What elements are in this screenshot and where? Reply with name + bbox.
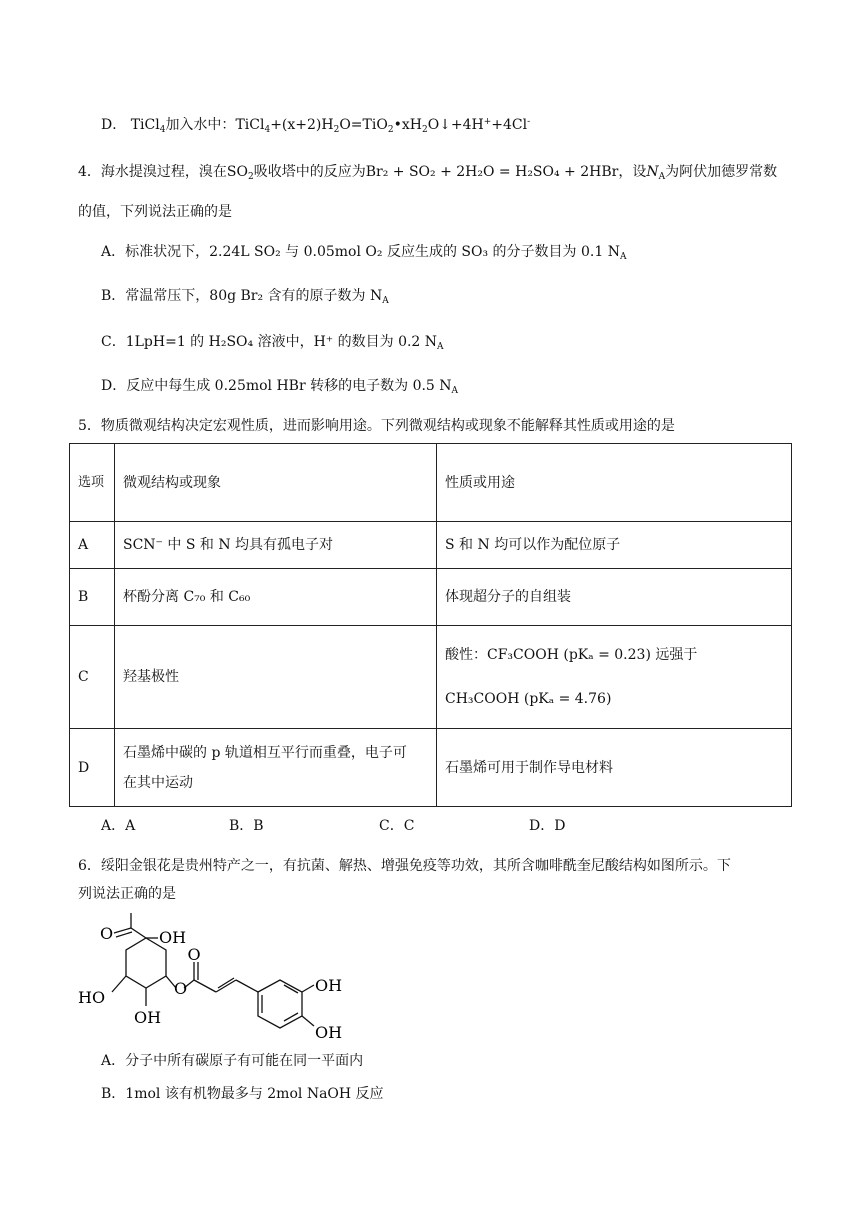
- row-use-line2: CH₃COOH (pKₐ = 4.76): [445, 691, 612, 707]
- row-use: S 和 N 均可以作为配位原子: [437, 522, 792, 569]
- q5-stem: 5．物质微观结构决定宏观性质，进而影响用途。下列微观结构或现象不能解释其性质或用途的是: [78, 418, 675, 434]
- q4-stem-line1: 4．海水提溴过程，溴在$SO_2$吸收塔中的反应为Br₂ + SO₂ + 2H₂O = H₂SO₄ + 2HBr，设$N_A$为阿伏加德罗常数: [78, 164, 778, 182]
- chemical-structure: [76, 910, 376, 1050]
- row-micro: [115, 729, 437, 807]
- q4-option-a: A．标准状况下，2.24L SO₂ 与 0.05mol O₂ 反应生成的 SO₃ 的分子数目为 0.1 $N_A$: [101, 244, 627, 262]
- structure-oh-label: OH: [134, 1008, 162, 1027]
- q6-option-b: B．1mol 该有机物最多与 2mol NaOH 反应: [101, 1086, 384, 1102]
- q5-option-a: A．A: [101, 818, 136, 834]
- row-option: C: [70, 626, 115, 729]
- table-row: [70, 729, 792, 807]
- q4-stem-line2: 的值，下列说法正确的是: [78, 204, 232, 220]
- structure-o-label: O: [100, 924, 114, 943]
- row-use-line1: 酸性：CF₃COOH (pKₐ = 0.23) 远强于: [445, 647, 698, 663]
- structure-oh-label: OH: [159, 928, 187, 947]
- structure-o-label: O: [174, 979, 188, 998]
- structure-o-label: O: [187, 945, 201, 964]
- header-option: 选项: [70, 444, 115, 522]
- row-micro: SCN⁻ 中 S 和 N 均具有孤电子对: [115, 522, 437, 569]
- row-micro: 杯酚分离 C₇₀ 和 C₆₀: [115, 569, 437, 626]
- structure-ho-label: HO: [78, 988, 106, 1007]
- q5-option-c: C．C: [379, 818, 415, 834]
- q4-option-b: B．常温常压下，80g Br₂ 含有的原子数为 $N_A$: [101, 288, 389, 306]
- q3-option-d: D． TiCl$_4$加入水中：$TiCl_4+(x+2)H_2O=TiO_2•xH_2O↓+4H^++4Cl^-$: [101, 117, 531, 135]
- table-row: [70, 626, 792, 729]
- structure-oh-label: OH: [315, 1023, 343, 1042]
- row-use: [437, 626, 792, 729]
- q6-stem-line2: 列说法正确的是: [78, 886, 176, 902]
- table-row: [70, 569, 792, 626]
- structure-oh-label: OH: [315, 976, 343, 995]
- row-micro-line2: 在其中运动: [123, 774, 193, 791]
- row-use: 石墨烯可用于制作导电材料: [437, 729, 792, 807]
- row-use: 体现超分子的自组装: [437, 569, 792, 626]
- q5-option-b: B．B: [229, 818, 264, 834]
- q6-option-a: A．分子中所有碳原子有可能在同一平面内: [101, 1053, 364, 1069]
- row-option: B: [70, 569, 115, 626]
- row-option: A: [70, 522, 115, 569]
- row-option: D: [70, 729, 115, 807]
- header-use: 性质或用途: [437, 444, 792, 522]
- table-header-row: [70, 444, 792, 522]
- row-micro: 羟基极性: [115, 626, 437, 729]
- q4-option-d: D．反应中每生成 0.25mol HBr 转移的电子数为 0.5 $N_A$: [101, 378, 459, 396]
- q6-stem-line1: 6．绥阳金银花是贵州特产之一，有抗菌、解热、增强免疫等功效，其所含咖啡酰奎尼酸结构如图所示。下: [78, 858, 731, 874]
- header-micro: 微观结构或现象: [115, 444, 437, 522]
- q5-table: [69, 443, 792, 807]
- row-micro-line1: 石墨烯中碳的 p 轨道相互平行而重叠，电子可: [123, 744, 407, 761]
- table-row: [70, 522, 792, 569]
- q5-option-d: D．D: [529, 818, 566, 834]
- q4-option-c: C．1LpH=1 的 H₂SO₄ 溶液中，H⁺ 的数目为 0.2 $N_A$: [101, 334, 444, 352]
